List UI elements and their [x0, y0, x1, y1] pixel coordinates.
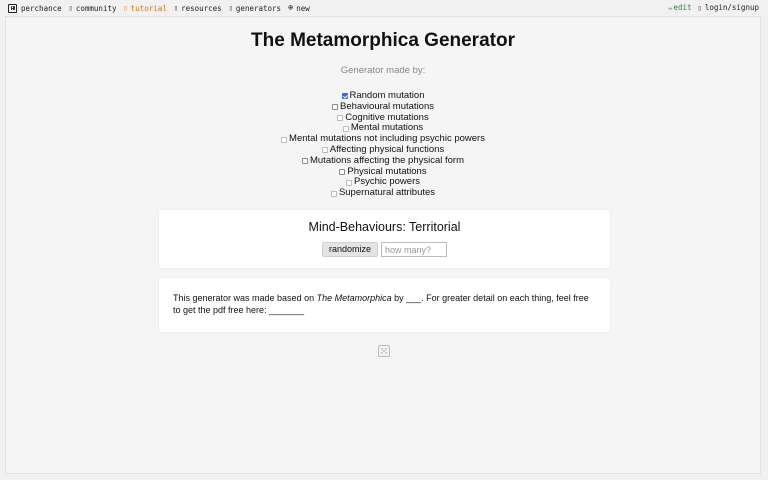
option-label: Psychic powers	[354, 176, 420, 188]
option-label: Cognitive mutations	[345, 111, 429, 123]
nav-edit[interactable]	[668, 3, 691, 12]
nav-left	[8, 3, 317, 13]
checkbox[interactable]	[331, 191, 337, 197]
nav-community-label: community	[75, 3, 117, 13]
pencil-icon: ✏	[668, 3, 673, 12]
option-label: Mental mutations not including psychic powers	[289, 133, 485, 145]
chat-icon: ▯	[68, 4, 73, 12]
how-many-input[interactable]	[381, 242, 447, 257]
nav-login-label: login/signup	[704, 3, 759, 12]
resources-icon: ▯	[173, 4, 179, 12]
nav-perchance[interactable]	[8, 4, 62, 13]
generator-panel	[5, 16, 761, 474]
nav-perchance-label: perchance	[21, 3, 62, 13]
author-byline: Generator made by:	[340, 65, 426, 76]
checkbox[interactable]	[332, 104, 338, 110]
checkbox[interactable]	[322, 147, 328, 153]
nav-tutorial-label: tutorial	[130, 3, 167, 13]
info-card	[159, 278, 610, 332]
list-icon: ▯	[228, 4, 233, 12]
checkbox[interactable]	[302, 158, 308, 164]
info-text	[173, 293, 598, 316]
plus-circle-icon: ⊕	[288, 3, 294, 13]
book-icon: ▯	[123, 4, 128, 12]
option-label: Physical mutations	[347, 165, 427, 177]
nav-community[interactable]	[69, 4, 117, 13]
nav-resources[interactable]	[174, 4, 222, 13]
top-nav-bar	[0, 0, 768, 16]
option-label: Mutations affecting the physical form	[309, 154, 464, 166]
checkbox[interactable]	[337, 115, 343, 121]
option-supernatural-attributes[interactable]	[6, 188, 760, 199]
page-title: The Metamorphica Generator	[251, 30, 515, 51]
nav-right	[668, 3, 759, 12]
nav-generators[interactable]	[229, 4, 281, 13]
result-card	[159, 210, 610, 268]
checkbox[interactable]	[339, 169, 345, 175]
checkbox[interactable]	[281, 137, 287, 143]
user-icon: ▯	[697, 3, 702, 12]
option-label: Random mutation	[349, 90, 425, 101]
nav-new[interactable]	[288, 3, 310, 13]
result-controls	[159, 242, 610, 257]
nav-resources-label: resources	[181, 3, 222, 13]
info-text-after: by ___. For greater detail on each thing, feel free to get the pdf free here: _______	[173, 293, 589, 315]
randomize-button[interactable]: randomize	[322, 242, 378, 257]
nav-generators-label: generators	[235, 3, 282, 13]
dice-logo-icon	[8, 4, 17, 13]
option-behavioural-mutations[interactable]	[6, 102, 760, 113]
checkbox[interactable]	[343, 126, 349, 132]
option-physical-form[interactable]	[6, 156, 760, 167]
checkbox[interactable]	[346, 180, 352, 186]
nav-edit-label: edit	[673, 3, 692, 12]
dice-icon[interactable]	[378, 345, 390, 357]
option-label: Affecting physical functions	[329, 143, 445, 155]
info-text-before: This generator was made based on	[173, 293, 317, 303]
option-label: Supernatural attributes	[338, 187, 436, 199]
nav-login[interactable]	[698, 3, 759, 12]
mutation-options	[6, 91, 760, 199]
result-output: Mind-Behaviours: Territorial	[308, 220, 461, 234]
nav-new-label: new	[296, 3, 310, 13]
option-label: Mental mutations	[350, 122, 424, 134]
nav-tutorial[interactable]	[124, 4, 167, 13]
checkbox[interactable]	[342, 93, 348, 99]
book-title: The Metamorphica	[316, 293, 392, 303]
option-label: Behavioural mutations	[340, 100, 434, 112]
